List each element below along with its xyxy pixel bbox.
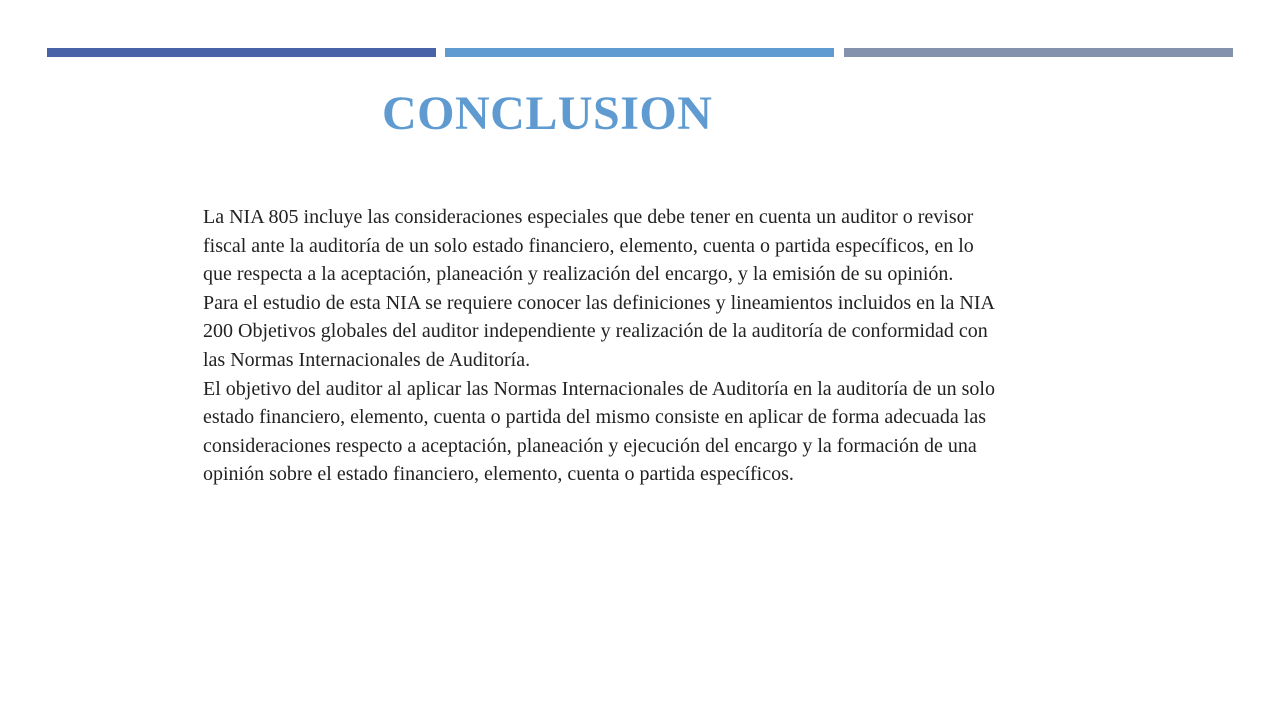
accent-bar-right	[844, 48, 1233, 57]
slide-body	[203, 203, 1003, 489]
body-paragraph: Para el estudio de esta NIA se requiere conocer las definiciones y lineamientos incluidos en la NIA 200 Objetivos globales del auditor independiente y realización de la auditoría de conformidad con las Normas Internacionales de Auditoría.	[203, 291, 994, 371]
body-paragraph: La NIA 805 incluye las consideraciones especiales que debe tener en cuenta un auditor o revisor fiscal ante la auditoría de un solo estado financiero, elemento, cuenta o partida específicos, en lo que respecta a la aceptación, planeación y realización del encargo, y la emisión de su opinión.	[203, 206, 974, 286]
body-paragraph: El objetivo del auditor al aplicar las Normas Internacionales de Auditoría en la auditoría de un solo estado financiero, elemento, cuenta o partida del mismo consiste en aplicar de forma adecuada las consideraciones respecto a aceptación, planeación y ejecución del encargo y la formación de una opinión sobre el estado financiero, elemento, cuenta o partida específicos.	[203, 377, 995, 486]
accent-bar-center	[445, 48, 834, 57]
slide-title: CONCLUSION	[382, 87, 713, 140]
accent-bar-left	[47, 48, 436, 57]
